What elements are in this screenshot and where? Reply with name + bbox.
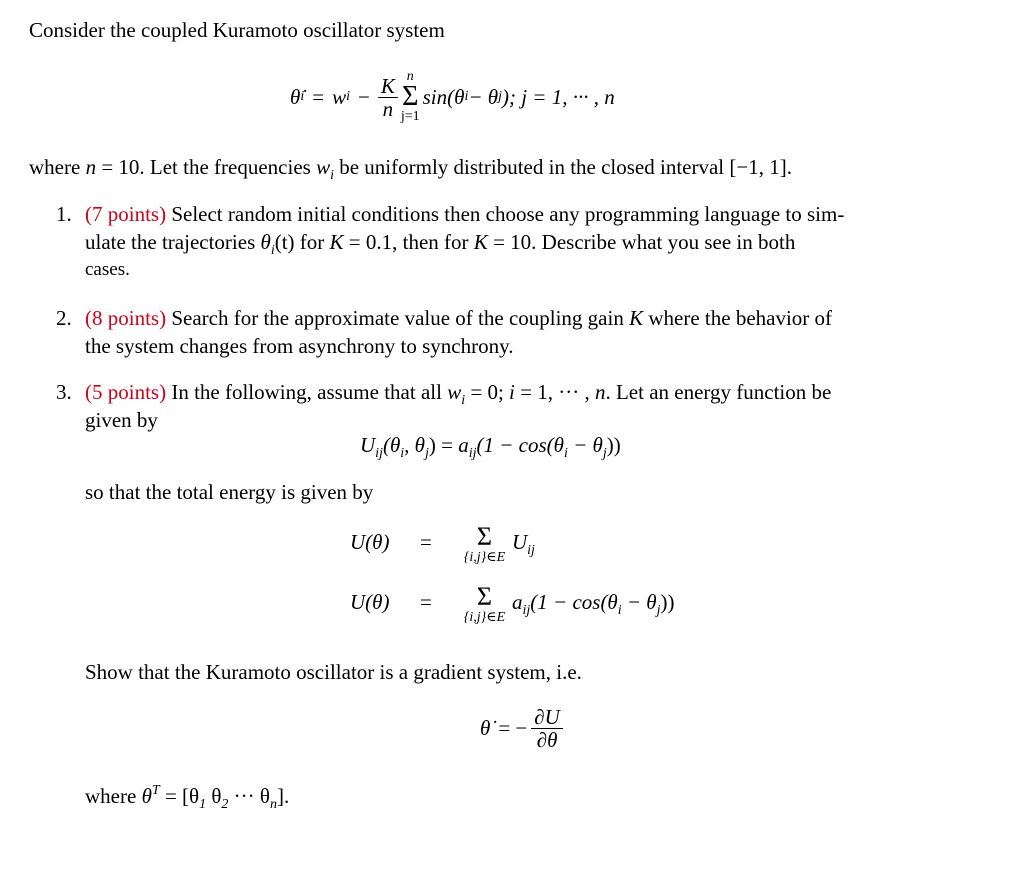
item-3-w: w xyxy=(447,380,462,404)
uij-args-mid: , θ xyxy=(404,433,425,457)
item-3-line1-c: = 1, ··· , xyxy=(514,380,595,404)
where-theta-e: ]. xyxy=(276,784,290,808)
where-theta-d: ··· θ xyxy=(228,784,270,808)
where-theta-theta: θ xyxy=(141,784,152,808)
total-row2-sum xyxy=(452,584,517,626)
where-n-line xyxy=(29,155,792,184)
item-1-line1 xyxy=(85,202,844,227)
item-1-K2: K xyxy=(473,230,488,254)
eq1-frac-den: n xyxy=(382,96,394,121)
total-row2-a: a xyxy=(512,590,523,614)
item-1-points: (7 points) xyxy=(85,202,167,226)
item-1-K1: K xyxy=(329,230,344,254)
uij-equation xyxy=(360,433,621,462)
total-row2-equals: = xyxy=(420,590,432,614)
where-n-b: = 10. Let the frequencies xyxy=(96,155,317,179)
uij-U: U xyxy=(360,433,376,457)
eq1-w-sub: i xyxy=(346,89,350,104)
uij-rest: (1 − cos(θ xyxy=(476,433,564,457)
item-3-number: 3. xyxy=(56,380,72,404)
where-n-c: be uniformly distributed in the closed interval [−1, 1]. xyxy=(333,155,792,179)
where-theta-line xyxy=(85,783,289,813)
total-row1-rhs xyxy=(512,530,535,559)
total-row2-sigma: Σ xyxy=(476,582,493,611)
grad-lhs: θ̇ xyxy=(480,715,491,740)
total-row2-lhs: U(θ) xyxy=(350,590,390,614)
total-row2-sum-bottom: {i,j}∈E xyxy=(463,610,506,625)
where-theta-sn: n xyxy=(269,797,277,812)
uij-args-sub-j: j xyxy=(424,446,429,461)
grad-fraction xyxy=(531,706,563,751)
item-1-line2-d: = 10. Describe what you see in both xyxy=(487,230,796,254)
total-row1-lhs: U(θ) xyxy=(350,530,390,554)
item-3-line1-a: In the following, assume that all xyxy=(166,380,448,404)
grad-num: ∂U xyxy=(531,706,563,729)
item-1-line3: cases. xyxy=(85,259,130,280)
where-theta-s1: 1 xyxy=(199,797,207,812)
eq1-lhs: θ̇ xyxy=(290,84,301,109)
item-2-line2: the system changes from asynchrony to synchrony. xyxy=(85,334,514,358)
item-1-line2-b: (t) for xyxy=(274,230,330,254)
item-2-line1 xyxy=(85,306,832,331)
item-2-points: (8 points) xyxy=(85,306,167,330)
grad-equals: = − xyxy=(498,715,528,740)
where-theta-sup: T xyxy=(151,783,160,798)
total-row2-sub-j: j xyxy=(656,603,661,618)
total-row1-sum xyxy=(452,524,517,566)
total-row2-tail: )) xyxy=(660,590,675,614)
eq1-sum xyxy=(401,70,420,124)
uij-args-sub-i: i xyxy=(400,446,405,461)
total-energy-text: so that the total energy is given by xyxy=(85,480,374,504)
eq1-sum-bottom: j=1 xyxy=(400,109,420,124)
eq1-minus: − xyxy=(357,84,370,109)
item-3-points: (5 points) xyxy=(85,380,167,404)
item-3-line1 xyxy=(85,380,831,409)
item-3-w-sub: i xyxy=(461,393,466,408)
item-1-theta: θ xyxy=(260,230,271,254)
item-1-line2-a: ulate the trajectories xyxy=(85,230,261,254)
uij-a-sub: ij xyxy=(468,446,477,461)
total-row1-sigma: Σ xyxy=(476,522,493,551)
total-row2-rest: (1 − cos(θ xyxy=(530,590,618,614)
eq1-w: w xyxy=(332,84,347,109)
uij-args: (θ xyxy=(382,433,401,457)
total-row2-mid: − θ xyxy=(621,590,657,614)
item-1-number: 1. xyxy=(56,202,72,226)
gradient-text: Show that the Kuramoto oscillator is a gradient system, i.e. xyxy=(85,660,582,684)
grad-den: ∂θ xyxy=(536,727,558,752)
total-row1-U-sub: ij xyxy=(527,543,535,558)
total-row1-equals: = xyxy=(420,530,432,554)
uij-rest-sub-j: j xyxy=(602,446,607,461)
item-3-i: i xyxy=(509,380,515,404)
where-theta-s2: 2 xyxy=(221,797,229,812)
item-1-line2-c: = 0.1, then for xyxy=(343,230,474,254)
item-3-line2: given by xyxy=(85,408,158,432)
total-row2-rhs xyxy=(512,590,675,619)
where-n-a: where xyxy=(29,155,86,179)
where-n-w-sub: i xyxy=(330,168,334,183)
eq1-fraction xyxy=(378,75,398,120)
uij-args-tail: ) = xyxy=(428,433,459,457)
total-row2-a-sub: ij xyxy=(522,603,531,618)
eq1-lhs-sub: i xyxy=(300,89,305,104)
where-n-var: n xyxy=(85,155,97,179)
item-3-line1-d: . Let an energy function be xyxy=(605,380,832,404)
eq1-body-sub-i: i xyxy=(464,89,469,104)
item-2-line1-b: where the behavior of xyxy=(643,306,833,330)
total-row1-sum-bottom: {i,j}∈E xyxy=(463,550,506,565)
item-1-line2 xyxy=(85,230,968,259)
eq1-body-mid: − θ xyxy=(468,84,499,109)
total-row1-U: U xyxy=(512,530,528,554)
where-n-w: w xyxy=(316,155,331,179)
eq1-body-tail: ); j = 1, ··· , n xyxy=(501,84,615,109)
total-row2-sub-i: i xyxy=(617,603,622,618)
uij-a: a xyxy=(458,433,469,457)
item-3-line1-b: = 0; xyxy=(465,380,510,404)
uij-U-sub: ij xyxy=(375,446,383,461)
eq1-equals: = xyxy=(312,84,325,109)
item-2-number: 2. xyxy=(56,306,72,330)
eq1-sum-top: n xyxy=(406,69,414,84)
item-2-K: K xyxy=(629,306,644,330)
eq1-sum-symbol: Σ xyxy=(402,81,419,112)
kuramoto-equation xyxy=(290,62,615,132)
item-1-line1-text: Select random initial conditions then choose any programming language to sim- xyxy=(166,202,845,226)
where-theta-b: = [θ xyxy=(159,784,200,808)
item-2-line1-a: Search for the approximate value of the coupling gain xyxy=(166,306,630,330)
item-3-n: n xyxy=(594,380,606,404)
uij-rest-sub-i: i xyxy=(563,446,568,461)
uij-rest-mid: − θ xyxy=(567,433,603,457)
eq1-body: sin(θ xyxy=(422,84,465,109)
intro-text: Consider the coupled Kuramoto oscillator system xyxy=(29,18,445,42)
uij-rest-tail: )) xyxy=(606,433,621,457)
where-theta-c: θ xyxy=(206,784,222,808)
eq1-body-sub-j: j xyxy=(498,89,502,104)
gradient-equation xyxy=(480,700,563,756)
eq1-frac-num: K xyxy=(378,75,398,98)
where-theta-a: where xyxy=(85,784,142,808)
item-1-theta-sub: i xyxy=(270,243,275,258)
